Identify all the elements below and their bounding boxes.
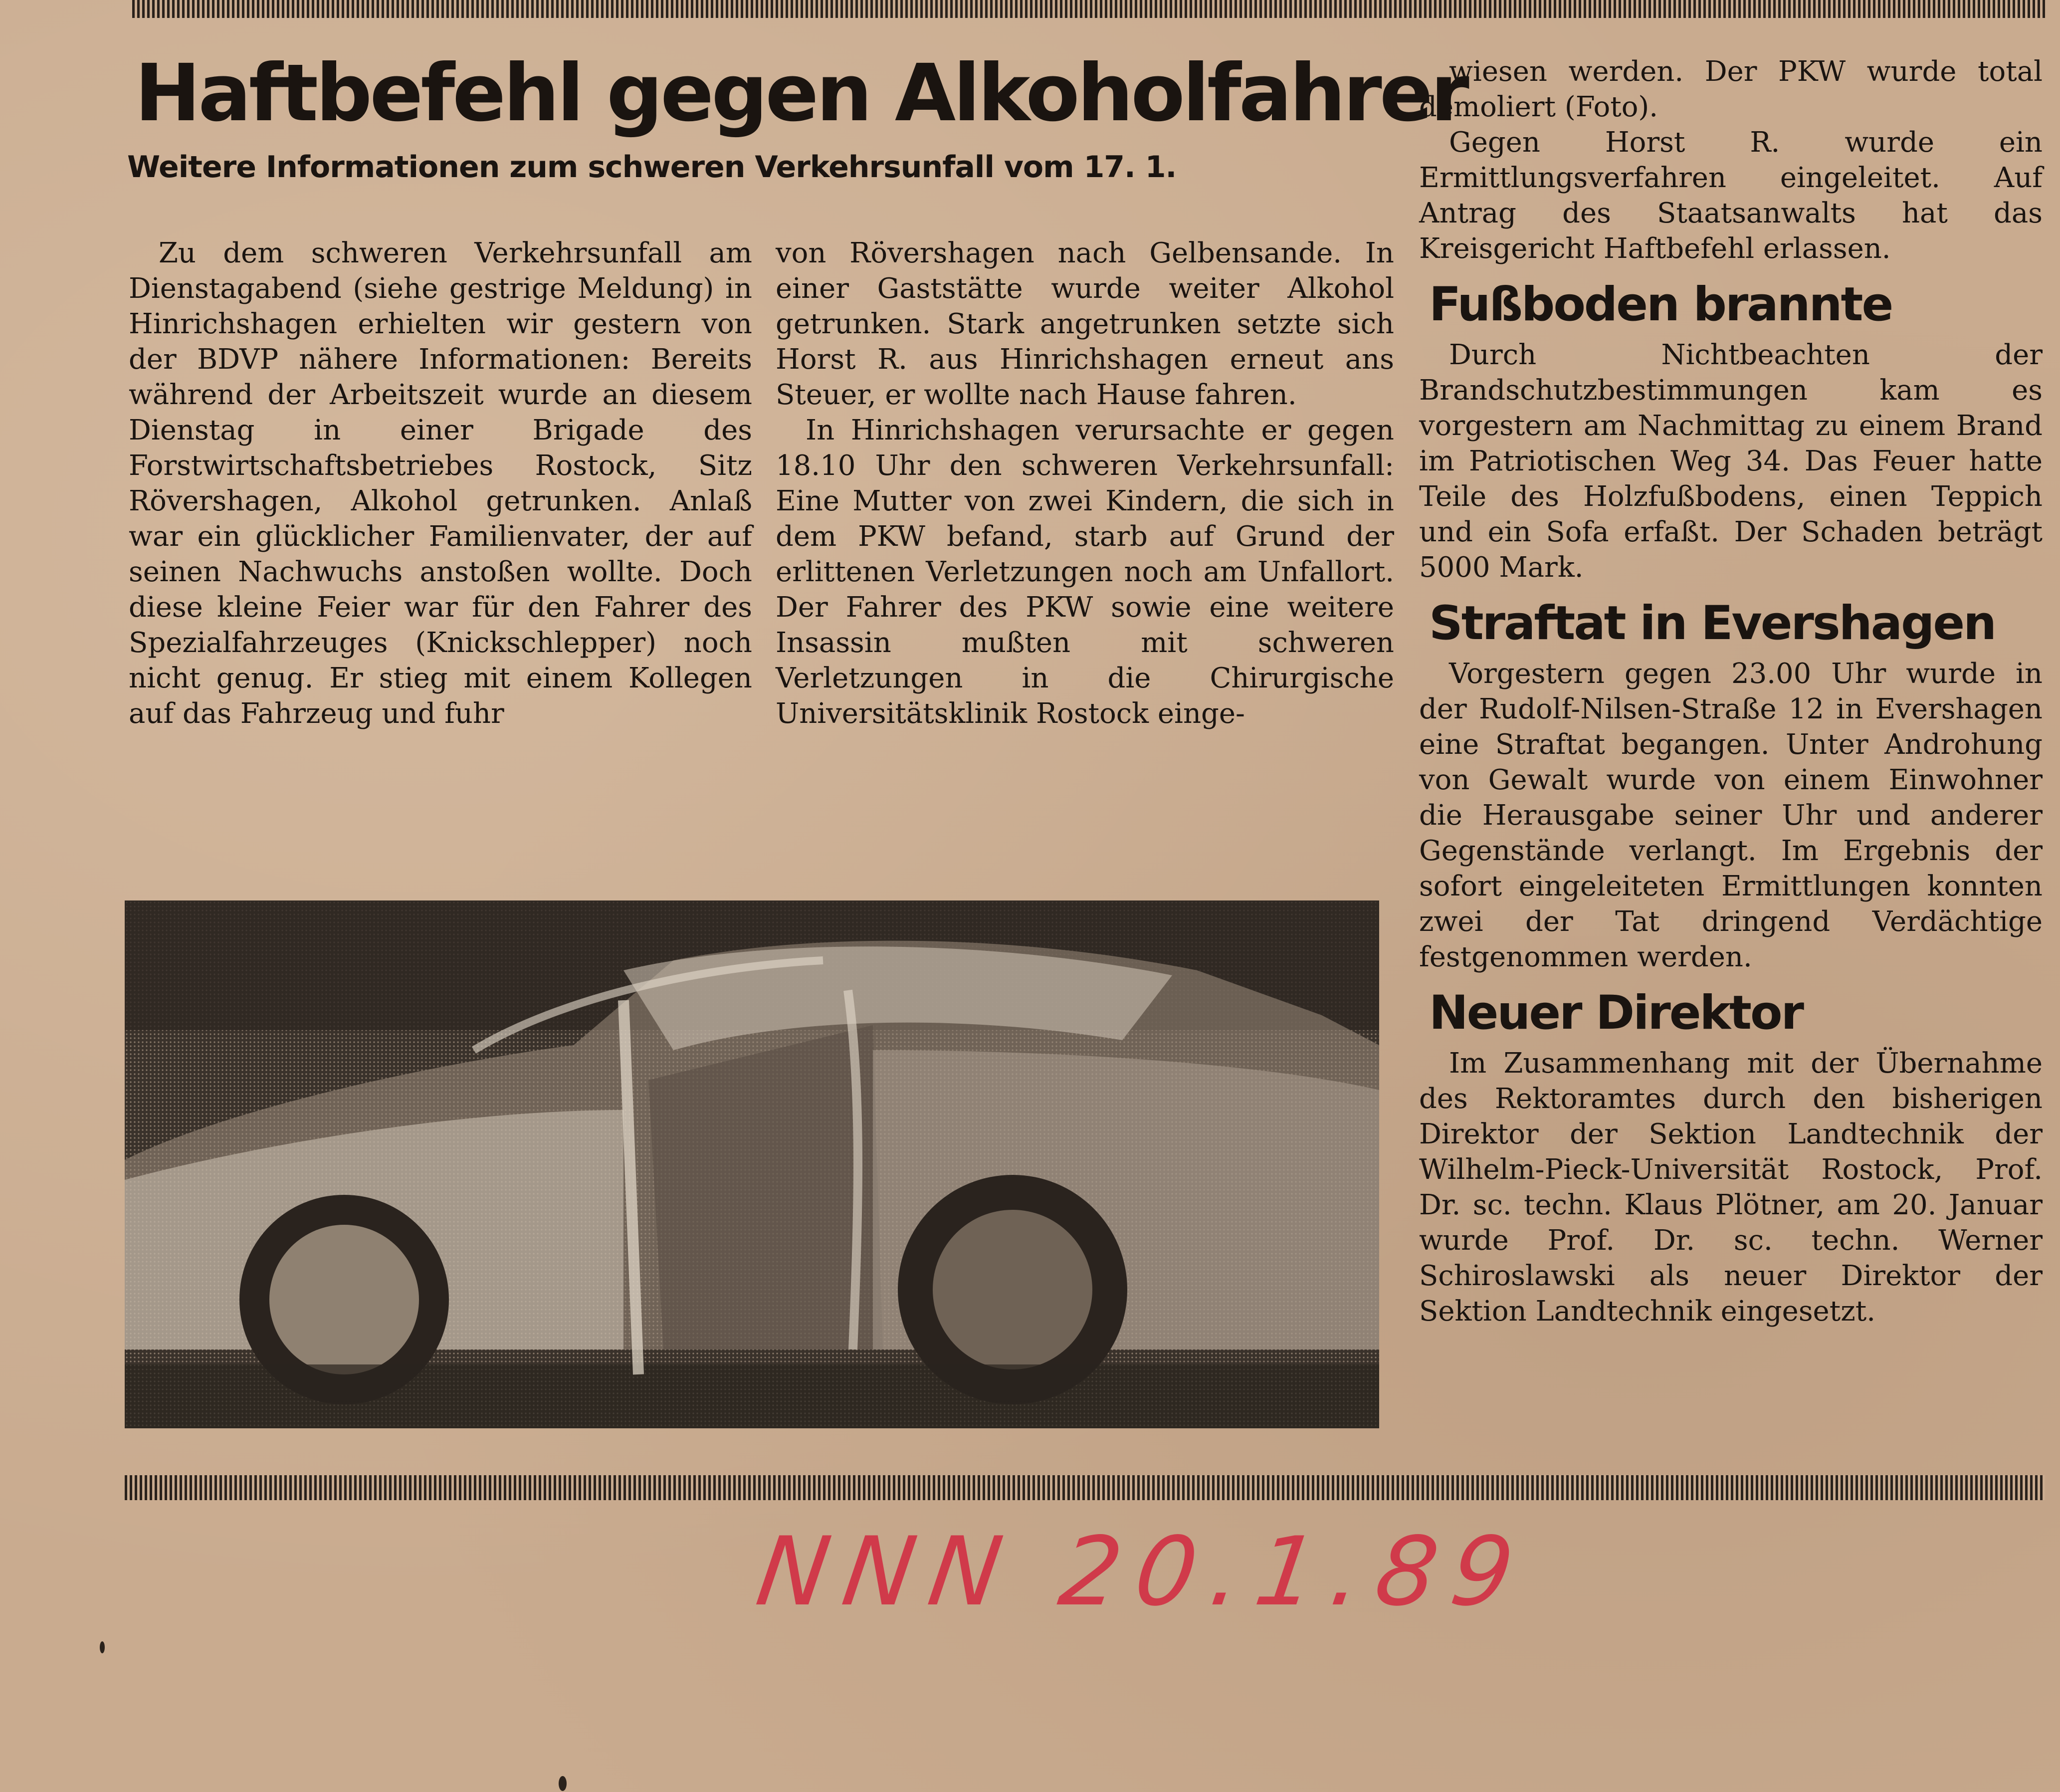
paper-speck	[559, 1776, 567, 1791]
handwritten-source-date: NNN 20.1.89	[750, 1517, 1535, 1627]
bottom-column-rule	[125, 1475, 2045, 1500]
brief-text-director: Im Zusammenhang mit der Übernahme des Rektoramtes durch den bisherigen Direktor der Sektion Landtechnik der Wilhelm-Pieck-Universität Rostock, Prof. Dr. sc. techn. Klaus Plötner, am 20. Januar wurde Prof. Dr. sc. techn. Werner Schiroslawski als neuer Direktor der Sektion Landtechnik eingesetzt.	[1419, 1047, 2043, 1328]
article-paragraph: von Rövershagen nach Gelbensande. In einer Gaststätte wurde weiter Alkohol getrunken. Stark angetrunken setzte sich Horst R. aus Hinrichshagen erneut ans Steuer, er wollte nach Hause fahren.	[776, 237, 1394, 411]
brief-heading-director: Neuer Direktor	[1429, 986, 1803, 1040]
article-column-1	[129, 235, 752, 731]
article-column-2	[776, 235, 1394, 731]
brief-text-fire: Durch Nichtbeachten der Brandschutzbestimmungen kam es vorgestern am Nachmittag zu einem Brand im Patriotischen Weg 34. Das Feuer hatte Teile des Holzfußbodens, einen Teppich und ein Sofa erfaßt. Der Schaden beträgt 5000 Mark.	[1419, 339, 2043, 584]
wrecked-car-photo	[125, 900, 1379, 1428]
article-paragraph: Zu dem schweren Verkehrsunfall am Dienstagabend (siehe gestrige Meldung) in Hinrichshagen erhielten wir gestern von der BDVP nähere Informationen: Bereits während der Arbeitszeit wurde an diesem Dienstag in einer Brigade des Forstwirtschaftsbetriebes Rostock, Sitz Rövershagen, Alkohol getrunken. Anlaß war ein glücklicher Familienvater, der auf seinen Nachwuchs anstoßen wollte. Doch diese kleine Feier war für den Fahrer des Spezialfahrzeuges (Knickschlepper) noch nicht genug. Er stieg mit einem Kollegen auf das Fahrzeug und fuhr	[129, 237, 752, 730]
paper-speck	[100, 1641, 105, 1653]
top-column-rule	[132, 0, 2048, 18]
brief-heading-crime: Straftat in Evershagen	[1429, 596, 1996, 651]
article-paragraph: wiesen werden. Der PKW wurde total demoliert (Foto).	[1419, 55, 2043, 123]
headline: Haftbefehl gegen Alkoholfahrer	[135, 47, 1467, 139]
wrecked-car-icon	[125, 900, 1379, 1428]
article-paragraph: Gegen Horst R. wurde ein Ermittlungsverfahren eingeleitet. Auf Antrag des Staatsanwalts hat das Kreisgericht Haftbefehl erlassen.	[1419, 126, 2043, 265]
article-paragraph: In Hinrichshagen verursachte er gegen 18.10 Uhr den schweren Verkehrsunfall: Eine Mutter von zwei Kindern, die sich in dem PKW befand, starb auf Grund der erlittenen Verletzungen noch am Unfallort. Der Fahrer des PKW sowie eine weitere Insassin mußten mit schweren Verletzungen in die Chirurgische Universitätsklinik Rostock einge-	[776, 414, 1394, 730]
brief-text-crime: Vorgestern gegen 23.00 Uhr wurde in der Rudolf-Nilsen-Straße 12 in Evershagen eine Straftat begangen. Unter Androhung von Gewalt wurde von einem Einwohner die Herausgabe seiner Uhr und anderer Gegenstände verlangt. Im Ergebnis der sofort eingeleiteten Ermittlungen konnten zwei der Tat dringend Verdächtige festgenommen werden.	[1419, 658, 2043, 973]
subheadline: Weitere Informationen zum schweren Verkehrsunfall vom 17. 1.	[127, 150, 1177, 185]
brief-heading-fire: Fußboden brannte	[1429, 277, 1892, 332]
article-column-3	[1419, 54, 2043, 1329]
